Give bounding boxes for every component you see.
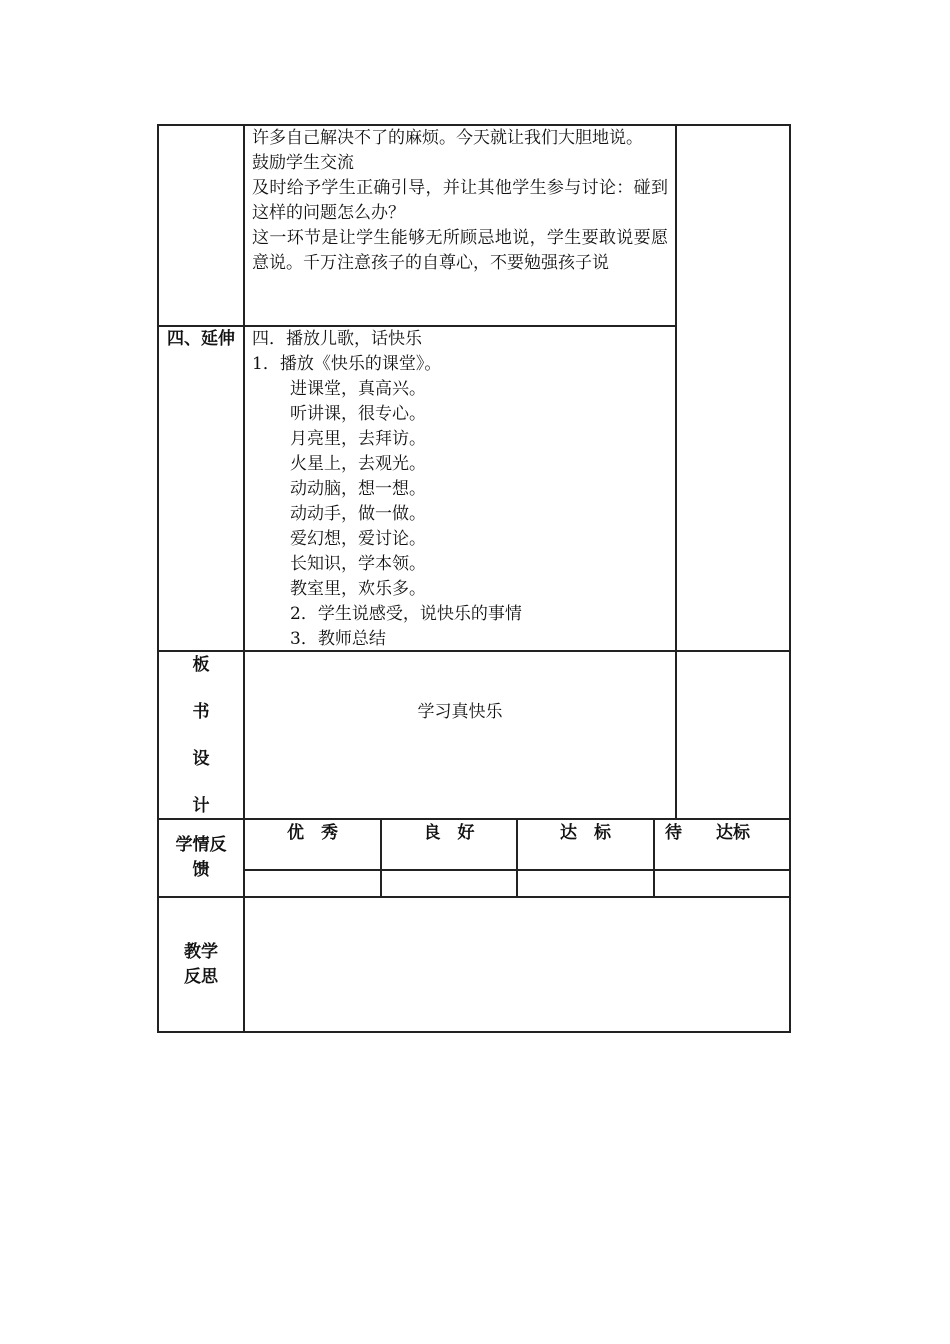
table-row-divider [157,896,791,898]
section-heading: 四．播放儿歌，话快乐 [252,329,422,349]
poem-line: 进课堂，真高兴。 [290,379,426,399]
content-line: 许多自己解决不了的麻烦。今天就让我们大胆地说。 [252,128,643,148]
reflection-label: 教学反思 [184,942,218,987]
poem-line: 火星上，去观光。 [290,454,426,474]
board-design-label-char: 计 [192,796,210,816]
poem-line: 长知识，学本领。 [290,554,426,574]
continued-content-cell [252,126,668,276]
table-column-divider [675,124,677,820]
feedback-column-header: 待 达标 [665,823,750,843]
feedback-column-divider [653,818,655,897]
extension-content-cell [252,327,668,652]
board-design-label-char: 设 [192,749,210,769]
poem-line: 月亮里，去拜访。 [290,429,426,449]
list-item: 2．学生说感受，说快乐的事情 [290,604,522,624]
content-line: 鼓励学生交流 [252,153,354,173]
content-line: 这一环节是让学生能够无所顾忌地说，学生要敢说要愿意说。千万注意孩子的自尊心，不要勉强孩子说 [252,228,668,273]
poem-line: 教室里，欢乐多。 [290,579,426,599]
list-item: 3．教师总结 [290,629,386,649]
table-border-bottom [157,1031,791,1033]
table-column-divider [243,124,245,1033]
board-design-label-char: 书 [192,702,210,722]
board-design-label-char: 板 [192,655,210,675]
table-row-divider [157,818,791,820]
feedback-column-header: 达 标 [560,823,611,843]
poem-line: 动动脑，想一想。 [290,479,426,499]
poem-line: 爱幻想，爱讨论。 [290,529,426,549]
list-item: 1．播放《快乐的课堂》。 [252,354,442,374]
table-border-right [789,124,791,1033]
feedback-column-header: 优 秀 [287,823,338,843]
table-border-left [157,124,159,1033]
feedback-column-header: 良 好 [423,823,475,843]
poem-line: 听讲课，很专心。 [290,404,426,424]
feedback-label: 学情反馈 [175,835,227,880]
board-design-content: 学习真快乐 [417,702,503,722]
content-line: 及时给予学生正确引导，并让其他学生参与讨论：碰到这样的问题怎么办？ [252,178,668,223]
poem-line: 动动手，做一做。 [290,504,426,524]
extension-label: 四、延伸 [167,329,235,349]
